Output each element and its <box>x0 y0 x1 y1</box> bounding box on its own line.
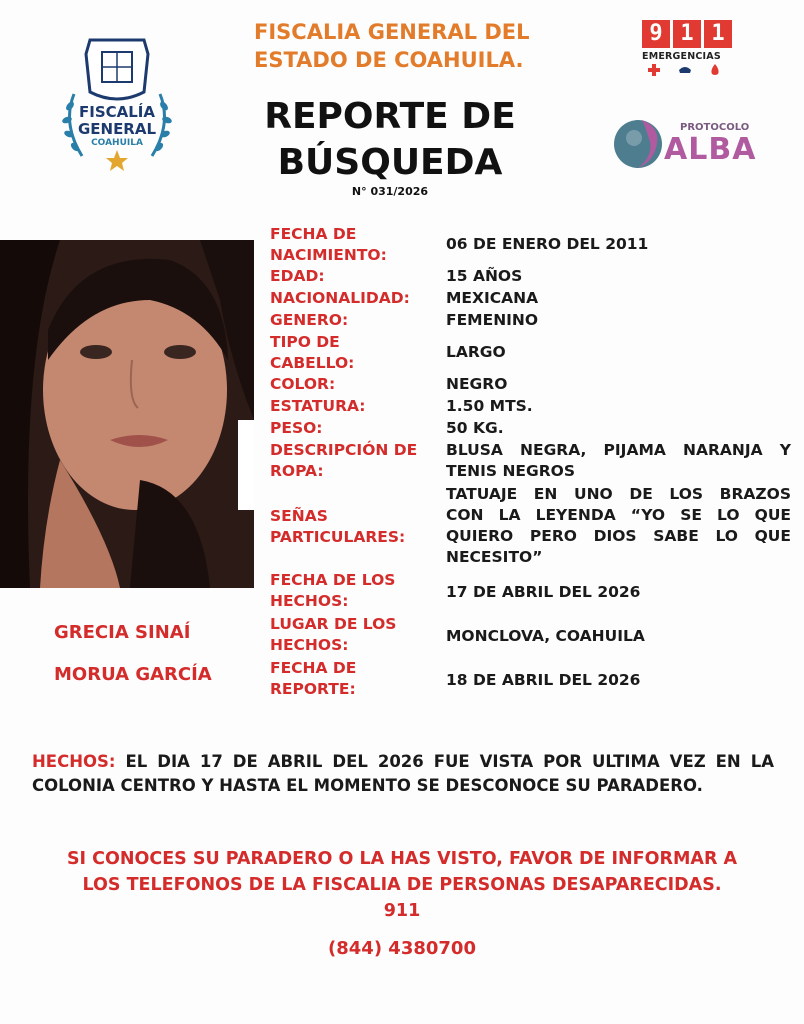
event-date-value: 17 DE ABRIL DEL 2026 <box>446 583 641 601</box>
distinguishing-marks-line: TATUAJE EN UNO DE LOS BRAZOS <box>446 485 791 503</box>
emergency-digit: 1 <box>673 20 701 48</box>
fiscalia-logo-word-1: FISCALÍA <box>79 103 155 121</box>
police-cap-icon <box>678 64 692 76</box>
clothing-label <box>270 440 440 482</box>
emergency-digit: 1 <box>704 20 732 48</box>
person-name-line-2: MORUA GARCÍA <box>54 664 212 685</box>
report-title-line-1: REPORTE DE <box>264 96 516 137</box>
protocolo-label: PROTOCOLO <box>680 122 750 133</box>
height-label: ESTATURA: <box>270 397 366 415</box>
distinguishing-marks-line: CON LA LEYENDA “YO SE LO QUE <box>446 506 791 524</box>
gender-label: GENERO: <box>270 311 349 329</box>
birth-date-label-line: FECHA DE <box>270 225 357 243</box>
hair-type-label-line: TIPO DE <box>270 333 340 351</box>
contact-phone-number: (844) 4380700 <box>328 938 476 959</box>
nationality-value: MEXICANA <box>446 289 539 307</box>
clothing-label-line: DESCRIPCIÓN DE <box>270 441 418 459</box>
call-to-action-line-1: SI CONOCES SU PARADERO O LA HAS VISTO, FAVOR DE INFORMAR A <box>66 849 738 869</box>
fiscalia-logo-text <box>52 104 182 149</box>
event-date-label <box>270 570 440 612</box>
emergency-digit: 9 <box>642 20 670 48</box>
height-value: 1.50 MTS. <box>446 397 533 415</box>
birth-date-label-line: NACIMIENTO: <box>270 246 387 264</box>
age-value: 15 AÑOS <box>446 267 523 285</box>
age-label: EDAD: <box>270 267 325 285</box>
hair-type-label <box>270 332 440 374</box>
event-place-value: MONCLOVA, COAHUILA <box>446 627 645 645</box>
nationality-label: NACIONALIDAD: <box>270 289 410 307</box>
distinguishing-marks-line: NECESITO” <box>446 548 543 566</box>
clothing-value <box>446 440 791 482</box>
report-date-label-line: REPORTE: <box>270 680 356 698</box>
fiscalia-logo-word-2: GENERAL <box>77 120 157 138</box>
facts-text: EL DIA 17 DE ABRIL DEL 2026 FUE VISTA POR ULTIMA VEZ EN LA COLONIA CENTRO Y HASTA EL MOMENTO SE DESCONOCE SU PARADERO. <box>32 752 775 795</box>
hair-color-label: COLOR: <box>270 375 336 393</box>
person-name-line-1: GRECIA SINAÍ <box>54 622 191 643</box>
missing-person-photo <box>0 240 254 588</box>
weight-value: 50 KG. <box>446 419 504 437</box>
report-title <box>260 94 520 186</box>
hair-color-value: NEGRO <box>446 375 508 393</box>
fiscalia-logo-word-3: COAHUILA <box>91 138 143 148</box>
emergency-number: 911 <box>383 901 421 921</box>
hair-type-label-line: CABELLO: <box>270 354 355 372</box>
distinguishing-marks-label <box>270 506 440 548</box>
agency-name <box>254 18 529 74</box>
hair-type-value: LARGO <box>446 343 506 361</box>
emergency-911-logo <box>642 20 734 90</box>
event-place-label-line: HECHOS: <box>270 636 349 654</box>
event-date-label-line: HECHOS: <box>270 592 349 610</box>
agency-name-line-2: ESTADO DE COAHUILA. <box>254 48 524 72</box>
clothing-value-line: TENIS NEGROS <box>446 462 576 480</box>
facts-paragraph <box>32 750 774 798</box>
report-date-label-line: FECHA DE <box>270 659 357 677</box>
red-cross-icon <box>648 64 660 76</box>
report-title-line-2: BÚSQUEDA <box>277 142 503 183</box>
gender-value: FEMENINO <box>446 311 539 329</box>
emergency-label: EMERGENCIAS <box>642 51 721 62</box>
report-number: N° 031/2026 <box>351 185 429 198</box>
distinguishing-marks-line: QUIERO PERO DIOS SABE LO QUE <box>446 527 791 545</box>
event-date-label-line: FECHA DE LOS <box>270 571 396 589</box>
event-place-label-line: LUGAR DE LOS <box>270 615 397 633</box>
report-date-value: 18 DE ABRIL DEL 2026 <box>446 671 641 689</box>
call-to-action <box>22 846 782 924</box>
facts-label: HECHOS: <box>32 752 116 771</box>
distinguishing-marks-label-line: PARTICULARES: <box>270 528 406 546</box>
clothing-label-line: ROPA: <box>270 462 324 480</box>
clothing-value-line: BLUSA NEGRA, PIJAMA NARANJA Y <box>446 441 791 459</box>
birth-date-label <box>270 224 440 266</box>
call-to-action-line-2: LOS TELEFONOS DE LA FISCALIA DE PERSONAS DESAPARECIDAS. <box>82 875 722 895</box>
alba-label: ALBA <box>664 132 757 167</box>
event-place-label <box>270 614 440 656</box>
agency-name-line-1: FISCALIA GENERAL DEL <box>254 20 530 44</box>
report-date-label <box>270 658 440 700</box>
distinguishing-marks-value <box>446 484 791 568</box>
birth-date-value: 06 DE ENERO DEL 2011 <box>446 235 649 253</box>
weight-label: PESO: <box>270 419 323 437</box>
fire-icon <box>710 64 720 76</box>
distinguishing-marks-label-line: SEÑAS <box>270 507 328 525</box>
